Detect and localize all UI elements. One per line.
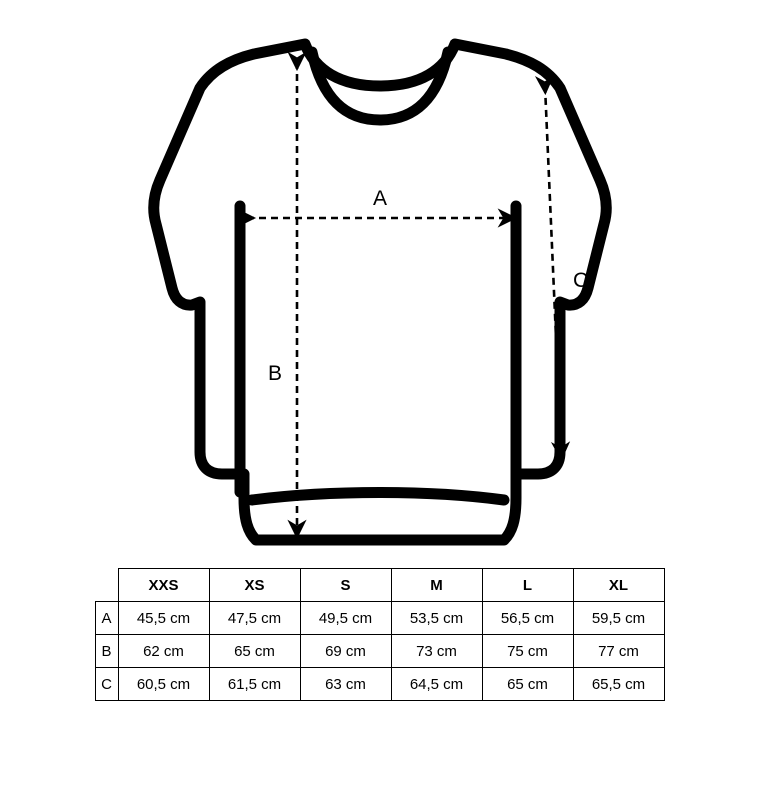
cell-b-xl: 77 cm: [573, 635, 664, 668]
cell-a-xs: 47,5 cm: [209, 602, 300, 635]
sweatshirt-outline-icon: [154, 44, 607, 540]
cell-b-xs: 65 cm: [209, 635, 300, 668]
cell-a-l: 56,5 cm: [482, 602, 573, 635]
column-header-xl: XL: [573, 569, 664, 602]
cell-a-xxs: 45,5 cm: [118, 602, 209, 635]
cell-a-m: 53,5 cm: [391, 602, 482, 635]
cell-c-l: 65 cm: [482, 668, 573, 701]
table-header-row: [95, 569, 664, 602]
cell-a-s: 49,5 cm: [300, 602, 391, 635]
dimension-label-a: A: [372, 187, 388, 210]
cell-a-xl: 59,5 cm: [573, 602, 664, 635]
column-header-l: L: [482, 569, 573, 602]
table-row: [95, 635, 664, 668]
size-chart-container: [0, 568, 759, 701]
table-row: [95, 602, 664, 635]
cell-c-xl: 65,5 cm: [573, 668, 664, 701]
table-corner-cell: [95, 569, 118, 602]
row-header-a: A: [95, 602, 118, 635]
cell-b-l: 75 cm: [482, 635, 573, 668]
cell-c-s: 63 cm: [300, 668, 391, 701]
column-header-s: S: [300, 569, 391, 602]
column-header-xs: XS: [209, 569, 300, 602]
row-header-b: B: [95, 635, 118, 668]
cell-c-m: 64,5 cm: [391, 668, 482, 701]
column-header-xxs: XXS: [118, 569, 209, 602]
size-chart-table: [95, 568, 665, 701]
column-header-m: M: [391, 569, 482, 602]
cell-b-m: 73 cm: [391, 635, 482, 668]
table-row: [95, 668, 664, 701]
cell-b-s: 69 cm: [300, 635, 391, 668]
cell-b-xxs: 62 cm: [118, 635, 209, 668]
row-header-c: C: [95, 668, 118, 701]
dimension-label-c: C: [573, 269, 589, 292]
cell-c-xxs: 60,5 cm: [118, 668, 209, 701]
cell-c-xs: 61,5 cm: [209, 668, 300, 701]
dimension-label-b: B: [267, 362, 282, 385]
